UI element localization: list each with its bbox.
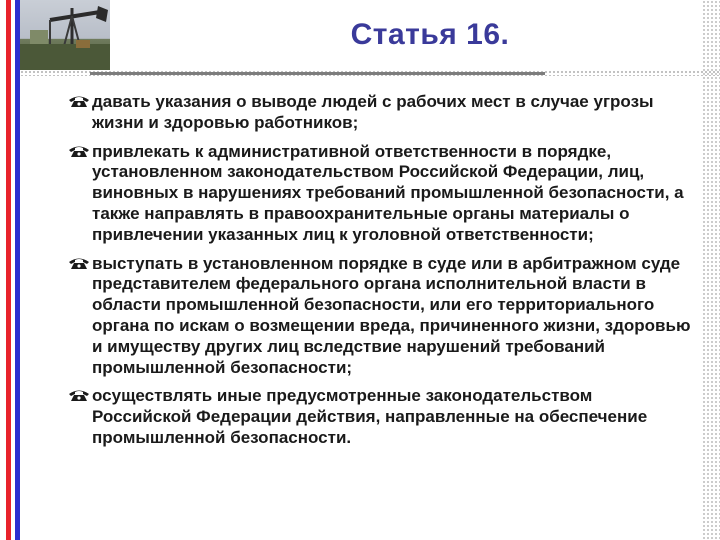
bullet-list (62, 92, 692, 457)
telephone-icon (68, 144, 90, 158)
dotted-margin (702, 0, 720, 540)
list-item-text: осуществлять иные предусмотренные законодательством Российской Федерации действия, направленные на обеспечение промышленной безопасности. (92, 386, 648, 447)
list-item-text: давать указания о выводе людей с рабочих мест в случае угрозы жизни и здоровью работников; (92, 92, 654, 132)
oil-pump-photo (20, 0, 110, 70)
telephone-icon (68, 388, 90, 402)
telephone-icon (68, 94, 90, 108)
list-item-text: привлекать к административной ответственности в порядке, установленном законодательством Российской Федерации, лиц, виновных в нарушениях требований промышленной безопасности, а также направлять в правоохранительные органы материалы о привлечении указанных лиц к уголовной ответственности; (92, 141, 684, 244)
title-underline (90, 72, 545, 75)
oil-pump-illustration (20, 0, 110, 70)
list-item (62, 254, 692, 379)
flag-stripe-blue (15, 0, 20, 540)
list-item (62, 92, 692, 134)
telephone-icon (68, 256, 90, 270)
page-title: Статья 16. (350, 18, 510, 51)
list-item (62, 386, 692, 448)
list-item-text: выступать в установленном порядке в суде или в арбитражном суде представителем федерального органа исполнительной власти в области промышленной безопасности, или его территориального органа по искам о возмещении вреда, причиненного жизни, здоровью и имуществу других лиц вследствие нарушений требований промышленной безопасности; (92, 253, 691, 377)
list-item (62, 142, 692, 246)
